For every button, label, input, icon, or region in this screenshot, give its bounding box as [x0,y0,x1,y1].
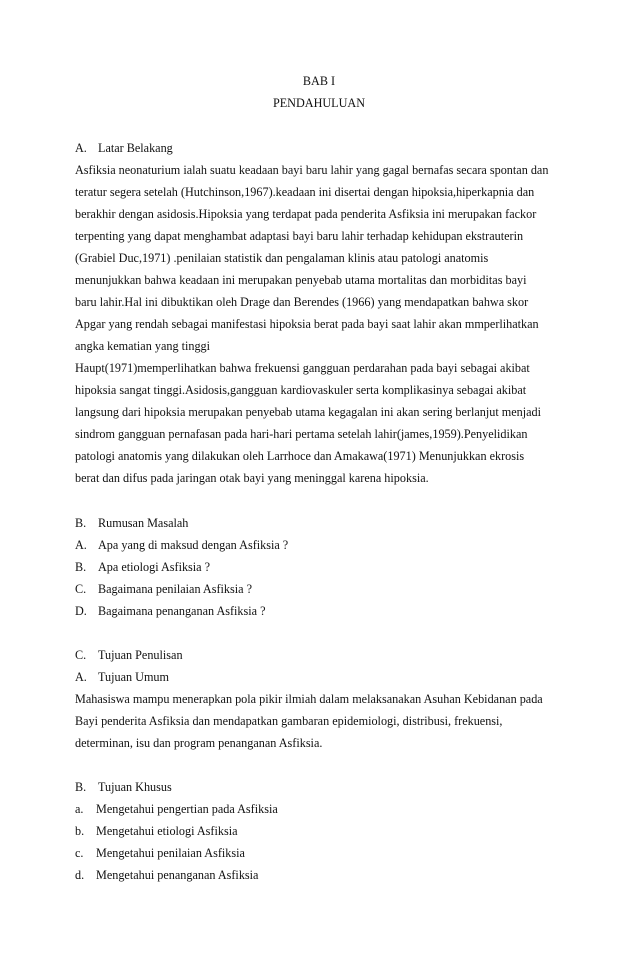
section-a-title: Latar Belakang [98,141,173,155]
paragraph-line: Apgar yang rendah sebagai manifestasi hipoksia berat pada bayi saat lahir akan mmperlihatkan [75,317,539,331]
paragraph-line: baru lahir.Hal ini dibuktikan oleh Drage dan Berendes (1966) yang mendapatkan bahwa skor [75,295,529,309]
paragraph-line: berakhir dengan asidosis.Hipoksia yang terdapat pada penderita Asfiksia ini merupakan fackor [75,207,537,221]
list-item-label: b. [75,824,85,838]
list-item-text: Apa yang di maksud dengan Asfiksia ? [98,538,289,552]
list-item [75,824,238,839]
paragraph-line: teratur segera setelah (Hutchinson,1967).keadaan ini disertai dengan hipoksia,hiperkapnia dan [75,185,535,199]
section-c-heading [75,648,183,663]
paragraph-line: sindrom gangguan pernafasan pada hari-hari pertama setelah lahir(james,1959).Penyelidikan [75,427,528,441]
chapter-title: PENDAHULUAN [272,96,366,110]
subsection-specific-heading [75,780,172,795]
list-item-text: Mengetahui pengertian pada Asfiksia [96,802,278,816]
subsection-general-heading [75,670,169,685]
subsection-specific-title: Tujuan Khusus [98,780,172,794]
list-item-text: Bagaimana penilaian Asfiksia ? [98,582,252,596]
paragraph-line: angka kematian yang tinggi [75,339,211,353]
list-item [75,846,245,861]
paragraph-line: hipoksia sangat tinggi.Asidosis,gangguan kardiovaskuler serta komplikasinya sebagai akibat [75,383,527,397]
paragraph-line: menunjukkan bahwa keadaan ini merupakan penyebab utama mortalitas dan morbiditas bayi [75,273,527,287]
paragraph-line: langsung dari hipoksia merupakan penyebab utama kegagalan ini akan sering berlanjut menjadi [75,405,542,419]
section-b-title: Rumusan Masalah [98,516,189,530]
paragraph-line: determinan, isu dan program penanganan Asfiksia. [75,736,323,750]
section-b-heading [75,516,188,531]
section-c-letter: C. [75,648,87,662]
paragraph-line: patologi anatomis yang dilakukan oleh Larrhoce dan Amakawa(1971) Menunjukkan ekrosis [75,449,525,463]
list-item-text: Mengetahui penanganan Asfiksia [96,868,259,882]
list-item [75,868,258,883]
list-item-label: d. [75,868,85,882]
list-item-label: c. [75,846,84,860]
paragraph-line: terpenting yang dapat menghambat adaptasi bayi baru lahir terhadap kehidupan ekstrauterin [75,229,524,243]
chapter-number: BAB I [302,74,336,88]
list-item [75,560,210,575]
paragraph-line: (Grabiel Duc,1971) .penilaian statistik dan pengalaman klinis atau patologi anatomis [75,251,489,265]
section-c-title: Tujuan Penulisan [98,648,183,662]
section-a-letter: A. [75,141,87,155]
list-item [75,802,278,817]
paragraph-line: Asfiksia neonaturium ialah suatu keadaan bayi baru lahir yang gagal bernafas secara spontan dan [75,163,549,177]
paragraph-line: Haupt(1971)memperlihatkan bahwa frekuensi gangguan perdarahan pada bayi sebagai akibat [75,361,530,375]
list-item [75,538,288,553]
list-item [75,604,266,619]
list-item-text: Mengetahui etiologi Asfiksia [96,824,238,838]
list-item-label: B. [75,560,87,574]
list-item-label: C. [75,582,87,596]
subsection-general-label: A. [75,670,87,684]
paragraph-line: Bayi penderita Asfiksia dan mendapatkan gambaran epidemiologi, distribusi, frekuensi, [75,714,503,728]
section-b-letter: B. [75,516,87,530]
subsection-specific-label: B. [75,780,87,794]
list-item-label: A. [75,538,87,552]
section-a-heading [75,141,173,156]
list-item-text: Bagaimana penanganan Asfiksia ? [98,604,266,618]
list-item-text: Apa etiologi Asfiksia ? [98,560,211,574]
paragraph-line: berat dan difus pada jaringan otak bayi yang meninggal karena hipoksia. [75,471,429,485]
list-item [75,582,252,597]
list-item-label: a. [75,802,84,816]
list-item-text: Mengetahui penilaian Asfiksia [96,846,245,860]
subsection-general-title: Tujuan Umum [98,670,169,684]
paragraph-line: Mahasiswa mampu menerapkan pola pikir ilmiah dalam melaksanakan Asuhan Kebidanan pada [75,692,543,706]
list-item-label: D. [75,604,87,618]
